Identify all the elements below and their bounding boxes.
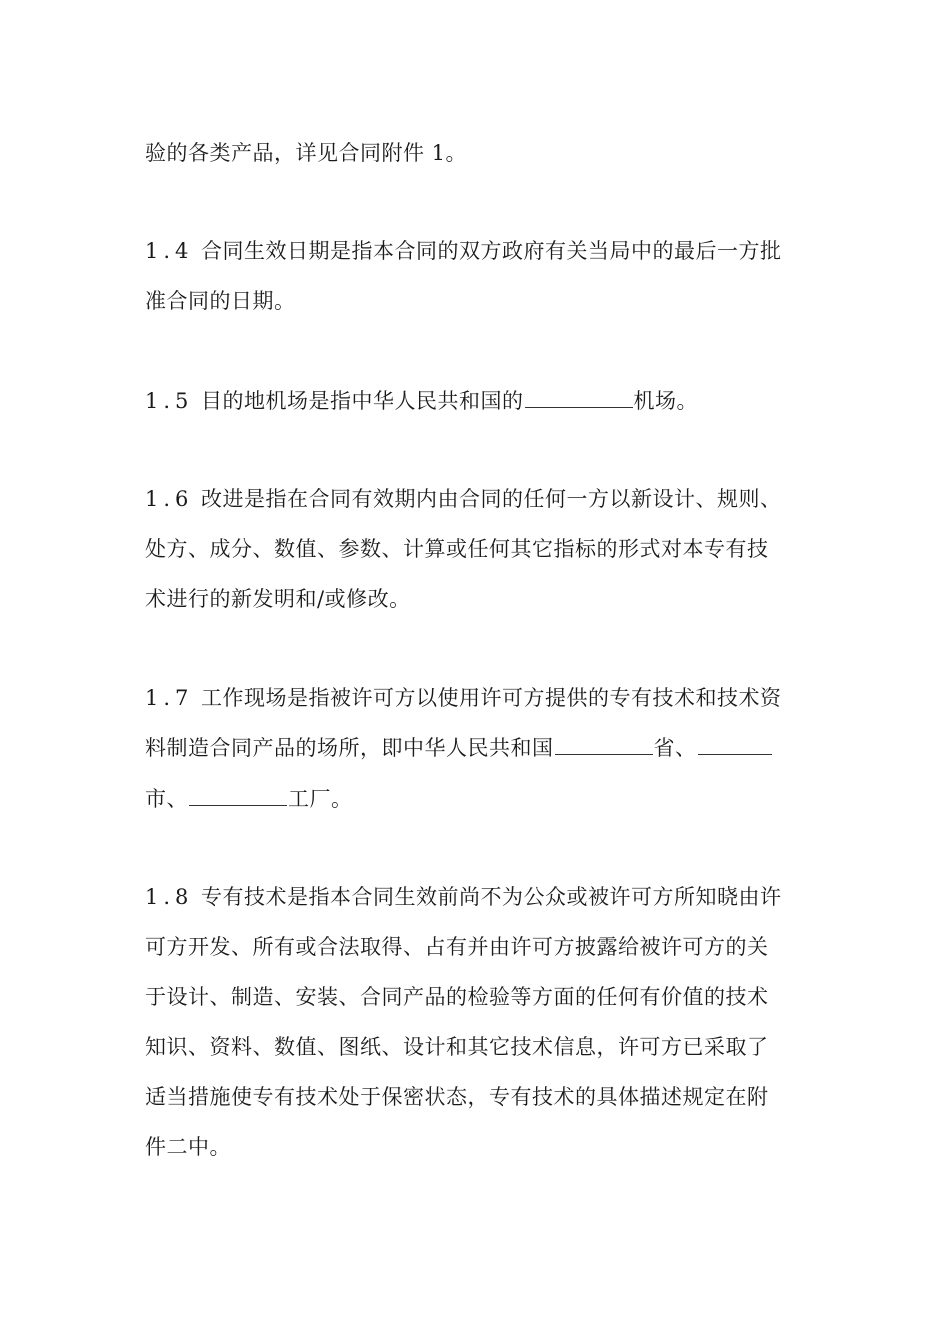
clause-1-4-line-1 [145,236,825,266]
clause-1-4-line-2 [145,286,825,316]
clause-number: 1.7 [145,686,194,710]
continuation-text: 验的各类产品，详见合同附件 1。 [145,141,468,165]
clause-text: 工作现场是指被许可方以使用许可方提供的专有技术和技术资 [201,686,782,710]
clause-text: 于设计、制造、安装、合同产品的检验等方面的任何有价值的技术 [145,985,769,1009]
paragraph-continuation [145,138,825,168]
fill-in-blank [525,387,633,408]
clause-1-8-line-5 [145,1082,825,1112]
clause-text: 料制造合同产品的场所，即中华人民共和国 [145,736,554,760]
clause-number: 1.4 [145,239,194,263]
clause-text: 术进行的新发明和/或修改。 [145,587,411,611]
clause-text: 处方、成分、数值、参数、计算或任何其它指标的形式对本专有技 [145,537,769,561]
fill-in-blank [189,785,287,806]
clause-text: 工厂。 [288,787,353,811]
clause-text: 件二中。 [145,1135,231,1159]
clause-text: 改进是指在合同有效期内由合同的任何一方以新设计、规则、 [201,487,782,511]
clause-text: 准合同的日期。 [145,289,296,313]
fill-in-blank [555,734,653,755]
clause-text: 目的地机场是指中华人民共和国的 [201,389,524,413]
clause-text: 合同生效日期是指本合同的双方政府有关当局中的最后一方批 [201,239,782,263]
clause-1-6-line-1 [145,484,825,514]
clause-text: 知识、资料、数值、图纸、设计和其它技术信息，许可方已采取了 [145,1035,769,1059]
clause-text: 可方开发、所有或合法取得、占有并由许可方披露给被许可方的关 [145,935,769,959]
clause-text: 省、 [653,736,697,760]
clause-1-5-line-1 [145,386,825,416]
clause-number: 1.6 [145,487,194,511]
clause-1-8-line-6 [145,1132,825,1162]
clause-1-6-line-3 [145,584,825,614]
clause-1-7-line-3 [145,784,825,814]
clause-1-8-line-1 [145,882,825,912]
clause-number: 1.8 [145,885,194,909]
clause-1-7-line-1 [145,683,825,713]
clause-number: 1.5 [145,389,194,413]
clause-text: 机场。 [633,389,698,413]
clause-1-8-line-3 [145,982,825,1012]
clause-1-8-line-4 [145,1032,825,1062]
clause-text: 适当措施使专有技术处于保密状态，专有技术的具体描述规定在附 [145,1085,769,1109]
clause-text: 市、 [145,787,188,811]
fill-in-blank [698,734,772,755]
clause-1-7-line-2 [145,733,825,763]
clause-1-6-line-2 [145,534,825,564]
clause-1-8-line-2 [145,932,825,962]
clause-text: 专有技术是指本合同生效前尚不为公众或被许可方所知晓由许 [201,885,782,909]
